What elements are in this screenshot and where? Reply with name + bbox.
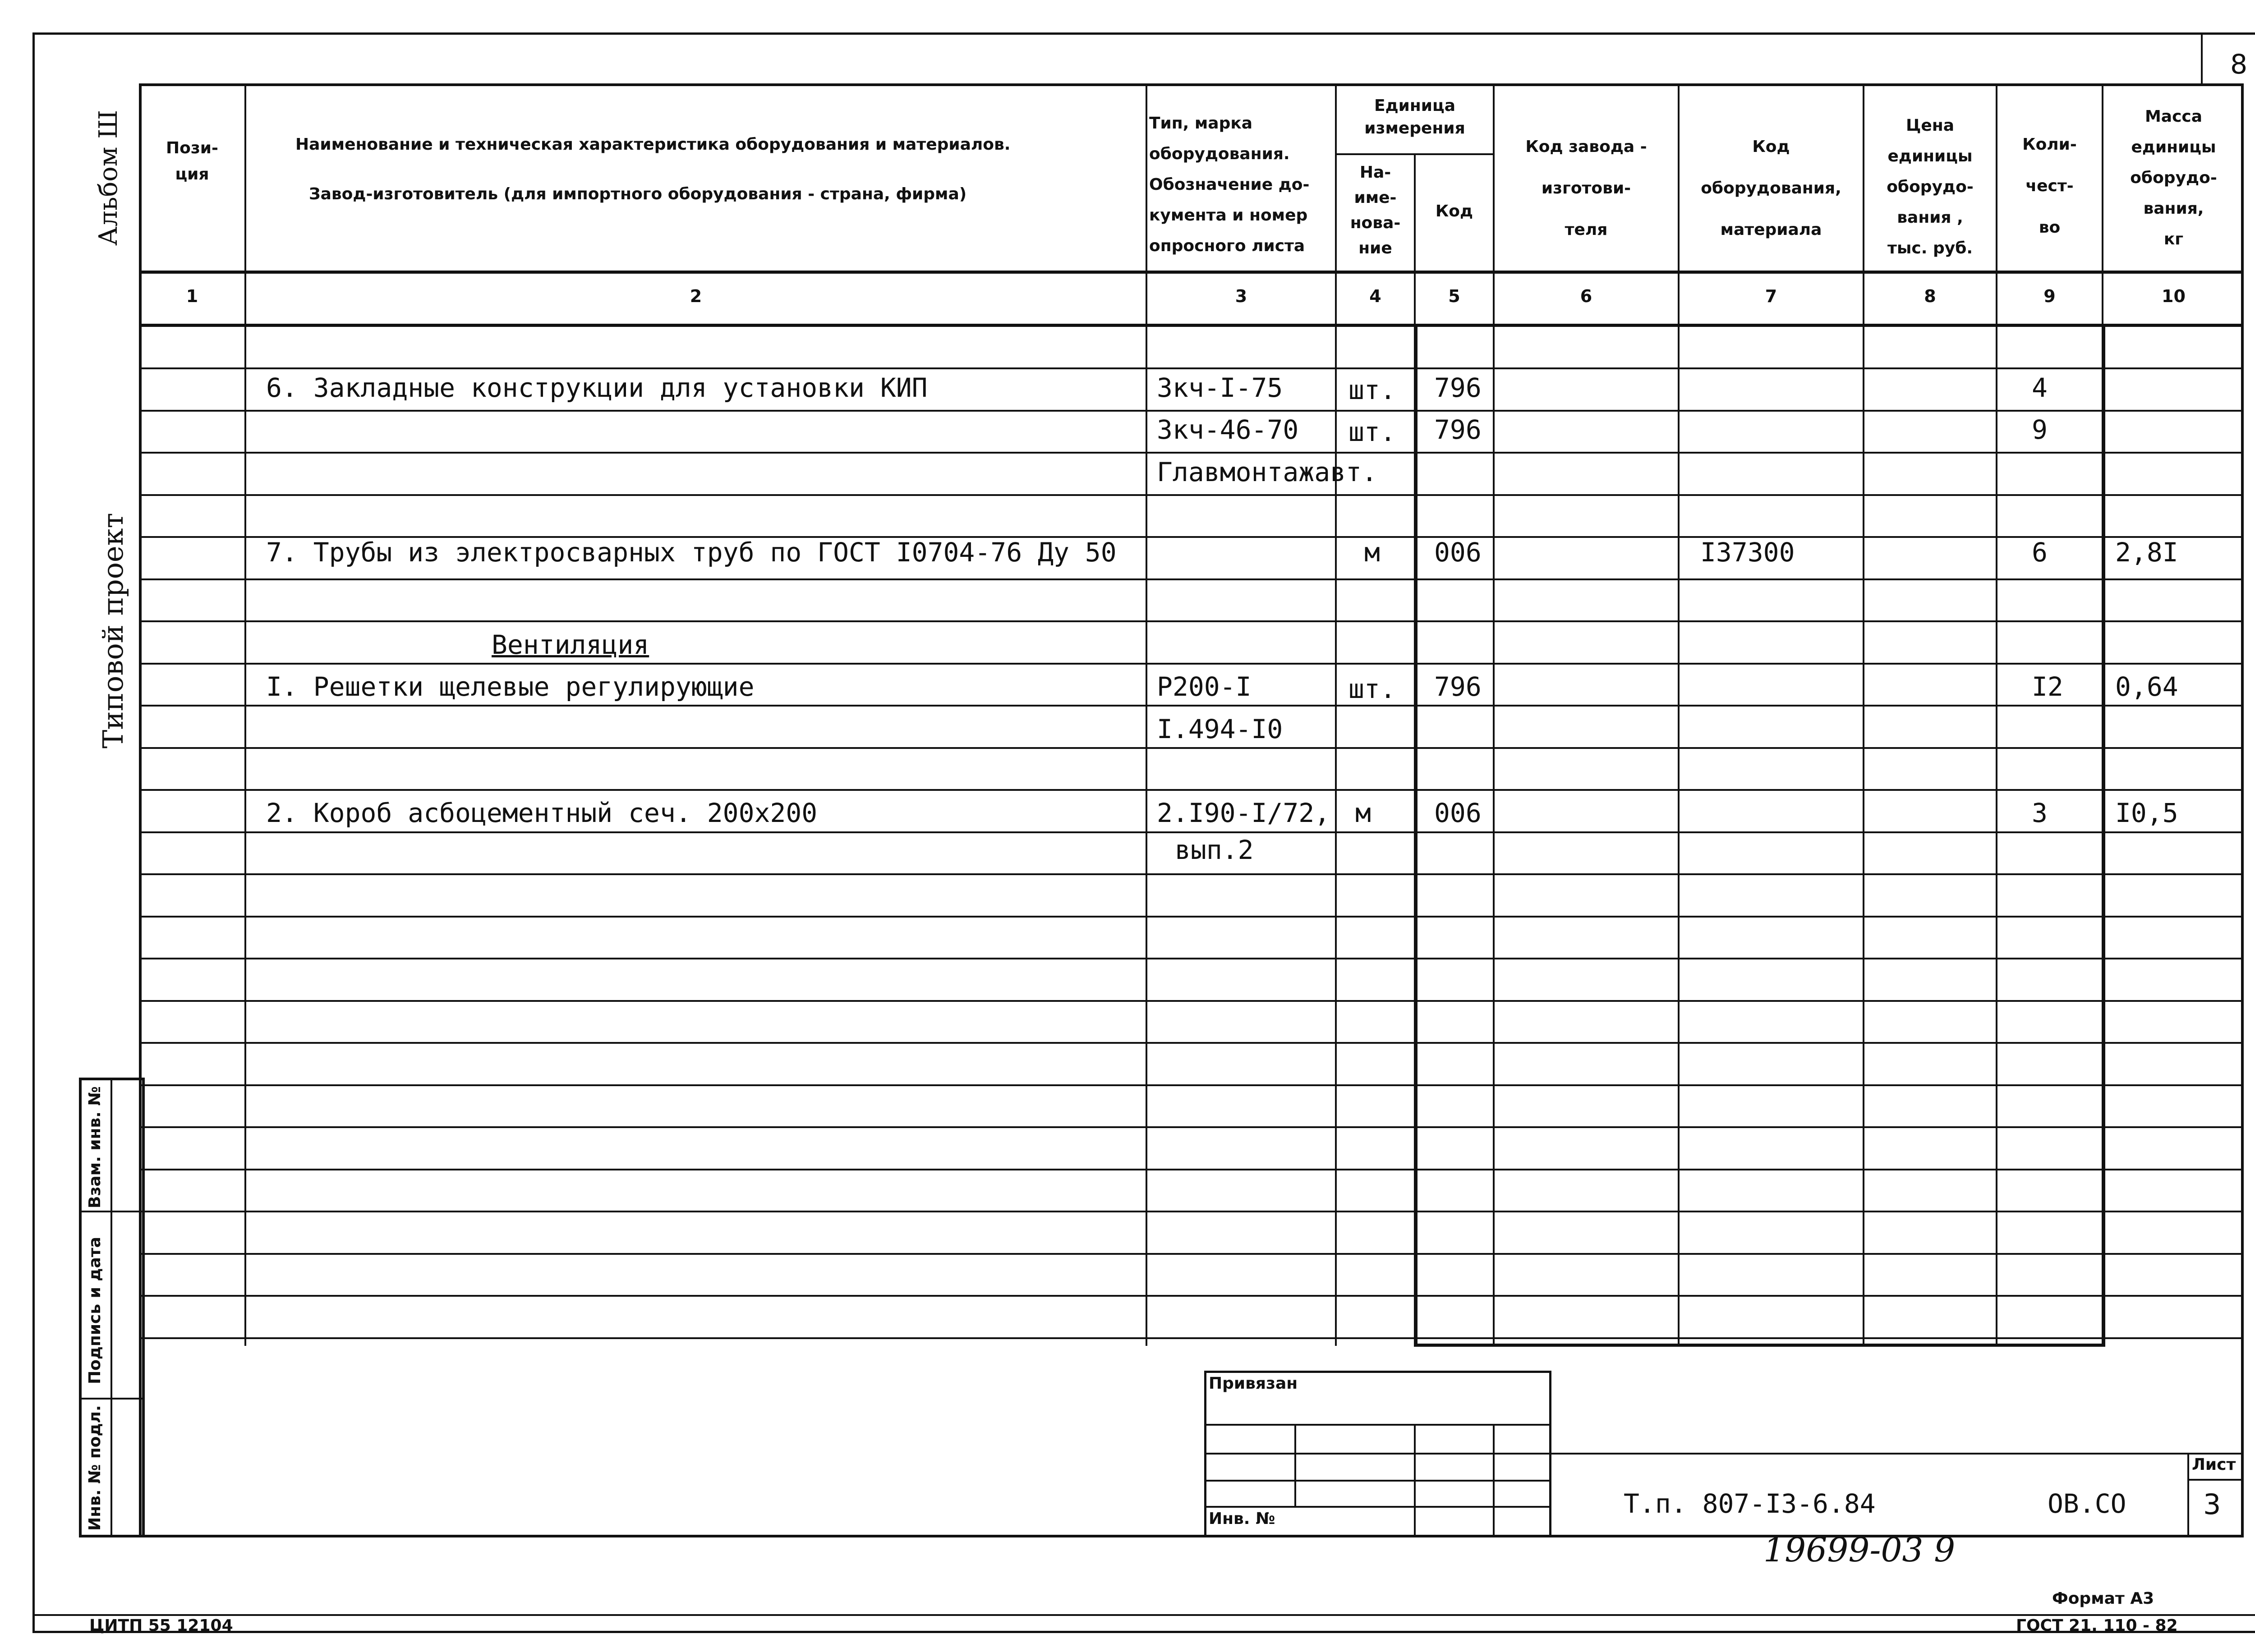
row-8-qty: 3 — [2032, 798, 2048, 828]
row-line — [139, 578, 2244, 580]
row-line — [139, 1084, 2244, 1086]
sheet-cell-divider — [2187, 1453, 2189, 1537]
colnum-5: 5 — [1448, 286, 1460, 306]
stamp-inv-replace: Взам. инв. № — [86, 1086, 104, 1208]
grid-bottom-bold — [1414, 1344, 2105, 1347]
row-4-unit: м — [1364, 537, 1380, 568]
col-divider — [1678, 83, 1680, 1346]
header-col2: Наименование и техническая характеристика оборудования и материалов. Завод-изготовитель (для импортного оборудования - страна, фирма) — [295, 135, 1011, 203]
album-label: Альбом Ш — [94, 110, 123, 246]
row-line — [139, 705, 2244, 707]
row-1-unit: шт. — [1348, 375, 1396, 405]
project-label: Типовой проект — [97, 513, 129, 748]
row-line — [139, 1253, 2244, 1255]
row-8-name: 2. Короб асбоцементный сеч. 200х200 — [266, 798, 818, 828]
privyazan-divider — [1294, 1424, 1296, 1506]
footer-gost: ГОСТ 21. 110 - 82 — [2016, 1616, 2178, 1635]
privyazan-line — [1204, 1506, 1551, 1508]
row-line — [139, 410, 2244, 412]
row-line — [139, 1169, 2244, 1170]
row-1-qty: 4 — [2032, 372, 2048, 403]
colnum-1: 1 — [186, 286, 198, 306]
col-divider — [1863, 83, 1864, 1346]
row-4-matcode: I37300 — [1700, 537, 1795, 568]
col-divider — [244, 83, 246, 1346]
row-line — [139, 1337, 2244, 1339]
footer-format: Формат А3 — [2052, 1589, 2154, 1608]
row-4-name: 7. Трубы из электросварных труб по ГОСТ I0704-76 Ду 50 — [266, 537, 1117, 568]
row-line — [139, 789, 2244, 791]
sheet-number: 3 — [2203, 1488, 2221, 1521]
header-col4: На- име- нова- ние — [1350, 163, 1401, 257]
inv-no-label: Инв. № — [1209, 1510, 1275, 1528]
col-divider-bold — [2102, 324, 2105, 1346]
row-6-type: Р200-I — [1157, 671, 1252, 702]
sheet-label: Лист — [2192, 1455, 2236, 1474]
section-code: ОВ.СО — [2048, 1488, 2126, 1519]
designation: Т.п. 807-I3-6.84 — [1624, 1488, 1876, 1519]
header-col8: Цена единицы оборудо- вания , тыс. руб. — [1887, 116, 1974, 257]
privyazan-divider — [1493, 1424, 1495, 1537]
designation-top-line — [1551, 1453, 2244, 1455]
colnum-9: 9 — [2043, 286, 2056, 306]
row-1-type: 3кч-I-75 — [1157, 372, 1283, 403]
stamp-inv-orig: Инв. № подл. — [86, 1405, 104, 1531]
col-divider — [1146, 83, 1147, 1346]
row-3-type: Главмонтажавт. — [1157, 457, 1377, 487]
page-number-box — [2201, 32, 2203, 86]
colnum-4: 4 — [1369, 286, 1381, 306]
row-line — [139, 1000, 2244, 1002]
row-1-name: 6. Закладные конструкции для установки КИП — [266, 372, 928, 403]
row-line — [139, 367, 2244, 369]
col-divider — [1335, 83, 1337, 1346]
colnum-7: 7 — [1765, 286, 1777, 306]
row-8-unit: м — [1355, 798, 1371, 828]
row-line — [139, 620, 2244, 622]
header-bottom-line — [139, 271, 2244, 274]
page-number: 8 — [2230, 49, 2248, 80]
sheet-cell-line — [2187, 1479, 2244, 1481]
stamp-strip-line — [79, 1211, 145, 1212]
colnum-3: 3 — [1235, 286, 1247, 306]
row-line — [139, 1211, 2244, 1212]
header-col6: Код завода - изготови- теля — [1525, 138, 1647, 239]
row-line — [139, 494, 2244, 496]
row-6-code: 796 — [1434, 671, 1482, 702]
row-7-type: I.494-I0 — [1157, 714, 1283, 744]
colnum-6: 6 — [1580, 286, 1592, 306]
footer-line — [32, 1614, 2255, 1616]
privyazan-line — [1204, 1480, 1551, 1482]
row-line — [139, 747, 2244, 749]
row-line — [139, 1126, 2244, 1128]
row-4-mass: 2,8I — [2115, 537, 2178, 568]
privyazan-divider — [1414, 1424, 1416, 1537]
colnum-2: 2 — [690, 286, 702, 306]
header-col9: Коли- чест- во — [2022, 135, 2077, 237]
row-6-mass: 0,64 — [2115, 671, 2178, 702]
row-6-qty: I2 — [2032, 671, 2063, 702]
col-divider — [1493, 83, 1495, 1346]
row-line — [139, 916, 2244, 918]
row-2-unit: шт. — [1348, 417, 1396, 447]
header-col3: Тип, марка оборудования. Обозначение до- кумента и номер опросного листа — [1149, 114, 1310, 255]
row-4-qty: 6 — [2032, 537, 2048, 568]
row-line — [139, 663, 2244, 665]
header-col5: Код — [1435, 202, 1473, 220]
section-ventilation: Вентиляция — [492, 629, 649, 660]
row-line — [139, 1295, 2244, 1297]
row-1-code: 796 — [1434, 372, 1482, 403]
row-4-code: 006 — [1434, 537, 1482, 568]
stamp-strip-line — [79, 1398, 145, 1400]
row-2-qty: 9 — [2032, 414, 2048, 445]
row-2-code: 796 — [1434, 414, 1482, 445]
row-8-code: 006 — [1434, 798, 1482, 828]
col-divider-bold — [1414, 324, 1417, 1346]
row-line — [139, 873, 2244, 875]
handwritten-number: 19699-03 9 — [1763, 1531, 1956, 1569]
header-unit-group: Единица измерения — [1364, 96, 1465, 138]
colnum-bottom-line — [139, 324, 2244, 327]
privyazan-line — [1204, 1453, 1551, 1455]
stamp-strip-divider — [110, 1078, 112, 1537]
row-line — [139, 831, 2244, 833]
row-6-unit: шт. — [1348, 674, 1396, 704]
header-col10: Масса единицы оборудо- вания, кг — [2130, 107, 2217, 248]
row-line — [139, 958, 2244, 959]
row-8-type: 2.I90-I/72, — [1157, 798, 1330, 828]
row-6-name: I. Решетки щелевые регулирующие — [266, 671, 755, 702]
privyazan-line — [1204, 1424, 1551, 1426]
row-line — [139, 1042, 2244, 1044]
header-col7: Код оборудования, материала — [1701, 138, 1841, 239]
row-8-mass: I0,5 — [2115, 798, 2178, 828]
colnum-10: 10 — [2162, 286, 2186, 306]
row-9-type: вып.2 — [1175, 835, 1254, 865]
row-line — [139, 452, 2244, 454]
col-divider — [1996, 83, 1997, 1346]
footer-citp: ЦИТП 55 12104 — [89, 1616, 233, 1635]
stamp-sign-date: Подпись и дата — [86, 1237, 104, 1384]
colnum-8: 8 — [1924, 286, 1936, 306]
header-col1: Пози- ция — [166, 139, 218, 184]
row-2-type: 3кч-46-70 — [1157, 414, 1299, 445]
privyazan-label: Привязан — [1209, 1374, 1298, 1393]
